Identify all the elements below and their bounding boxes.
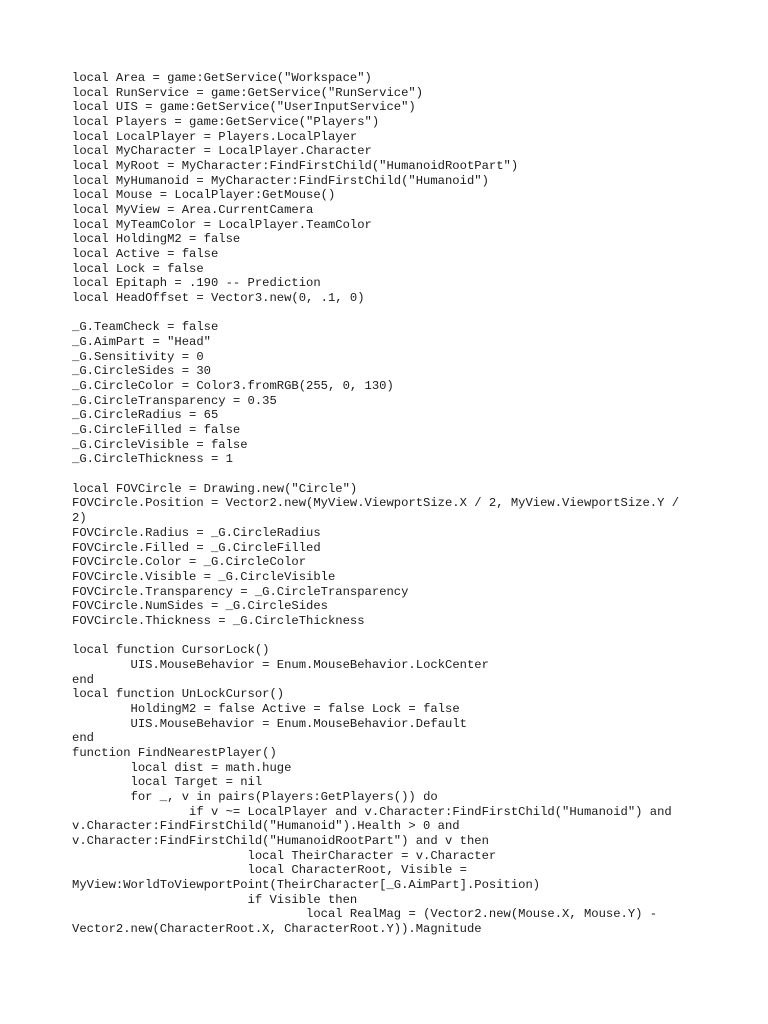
code-line: local HoldingM2 = false — [72, 232, 241, 247]
code-line: local MyHumanoid = MyCharacter:FindFirstChild("Humanoid") — [72, 173, 489, 188]
code-line: if v ~= LocalPlayer and v.Character:FindFirstChild("Humanoid") and — [72, 804, 672, 819]
code-line: _G.CircleRadius = 65 — [72, 408, 219, 423]
code-line: local Epitaph = .190 -- Prediction — [72, 276, 321, 291]
code-line: _G.AimPart = "Head" — [72, 335, 211, 350]
code-line: local HeadOffset = Vector3.new(0, .1, 0) — [72, 291, 365, 306]
code-line: FOVCircle.Visible = _G.CircleVisible — [72, 569, 336, 584]
code-line: UIS.MouseBehavior = Enum.MouseBehavior.LockCenter — [72, 657, 489, 672]
code-line: FOVCircle.Transparency = _G.CircleTransparency — [72, 584, 409, 599]
code-line: FOVCircle.Position = Vector2.new(MyView.ViewportSize.X / 2, MyView.ViewportSize.Y / — [72, 496, 680, 511]
code-line: _G.CircleColor = Color3.fromRGB(255, 0, 130) — [72, 379, 394, 394]
code-line: local CharacterRoot, Visible = — [72, 863, 467, 878]
code-line: _G.CircleSides = 30 — [72, 364, 211, 379]
code-line: _G.CircleFilled = false — [72, 423, 241, 438]
code-line: end — [72, 672, 94, 687]
code-line: local FOVCircle = Drawing.new("Circle") — [72, 481, 358, 496]
code-line: FOVCircle.Filled = _G.CircleFilled — [72, 540, 321, 555]
code-line: _G.Sensitivity = 0 — [72, 349, 204, 364]
code-line: HoldingM2 = false Active = false Lock = false — [72, 701, 460, 716]
code-line: if Visible then — [72, 892, 358, 907]
code-line — [72, 306, 712, 321]
code-line: local MyCharacter = LocalPlayer.Character — [72, 144, 372, 159]
code-line: local Lock = false — [72, 261, 204, 276]
code-line: for _, v in pairs(Players:GetPlayers()) do — [72, 789, 438, 804]
code-line: 2) — [72, 511, 87, 526]
code-line: local dist = math.huge — [72, 760, 292, 775]
code-line: FOVCircle.NumSides = _G.CircleSides — [72, 599, 328, 614]
code-line — [72, 467, 712, 482]
code-line: end — [72, 731, 94, 746]
code-line: local Target = nil — [72, 775, 263, 790]
code-line: _G.CircleTransparency = 0.35 — [72, 393, 277, 408]
code-line: FOVCircle.Color = _G.CircleColor — [72, 555, 307, 570]
code-line: _G.CircleThickness = 1 — [72, 452, 233, 467]
code-line: local MyView = Area.CurrentCamera — [72, 203, 314, 218]
code-line: local MyRoot = MyCharacter:FindFirstChild("HumanoidRootPart") — [72, 159, 519, 174]
code-line: local UIS = game:GetService("UserInputService") — [72, 100, 416, 115]
code-line: UIS.MouseBehavior = Enum.MouseBehavior.Default — [72, 716, 467, 731]
code-line: local MyTeamColor = LocalPlayer.TeamColor — [72, 217, 372, 232]
code-line: MyView:WorldToViewportPoint(TheirCharacter[_G.AimPart].Position) — [72, 877, 541, 892]
code-line: v.Character:FindFirstChild("HumanoidRootPart") and v then — [72, 833, 489, 848]
code-line: v.Character:FindFirstChild("Humanoid").Health > 0 and — [72, 819, 460, 834]
code-line: local LocalPlayer = Players.LocalPlayer — [72, 129, 358, 144]
code-line: local TheirCharacter = v.Character — [72, 848, 497, 863]
code-line: _G.TeamCheck = false — [72, 320, 219, 335]
code-line: local Active = false — [72, 247, 219, 262]
code-line: local function UnLockCursor() — [72, 687, 285, 702]
code-line: Vector2.new(CharacterRoot.X, CharacterRoot.Y)).Magnitude — [72, 921, 482, 936]
code-line: local Players = game:GetService("Players") — [72, 115, 380, 130]
code-line — [72, 629, 712, 644]
code-line: _G.CircleVisible = false — [72, 437, 248, 452]
code-line: local Area = game:GetService("Workspace") — [72, 71, 372, 85]
code-line: local function CursorLock() — [72, 643, 270, 658]
code-line: FOVCircle.Radius = _G.CircleRadius — [72, 525, 321, 540]
code-line: local Mouse = LocalPlayer:GetMouse() — [72, 188, 336, 203]
code-line: function FindNearestPlayer() — [72, 745, 277, 760]
code-line: local RunService = game:GetService("RunService") — [72, 85, 424, 100]
code-line: FOVCircle.Thickness = _G.CircleThickness — [72, 613, 365, 628]
code-block — [72, 71, 712, 937]
code-line: local RealMag = (Vector2.new(Mouse.X, Mouse.Y) - — [72, 907, 658, 922]
